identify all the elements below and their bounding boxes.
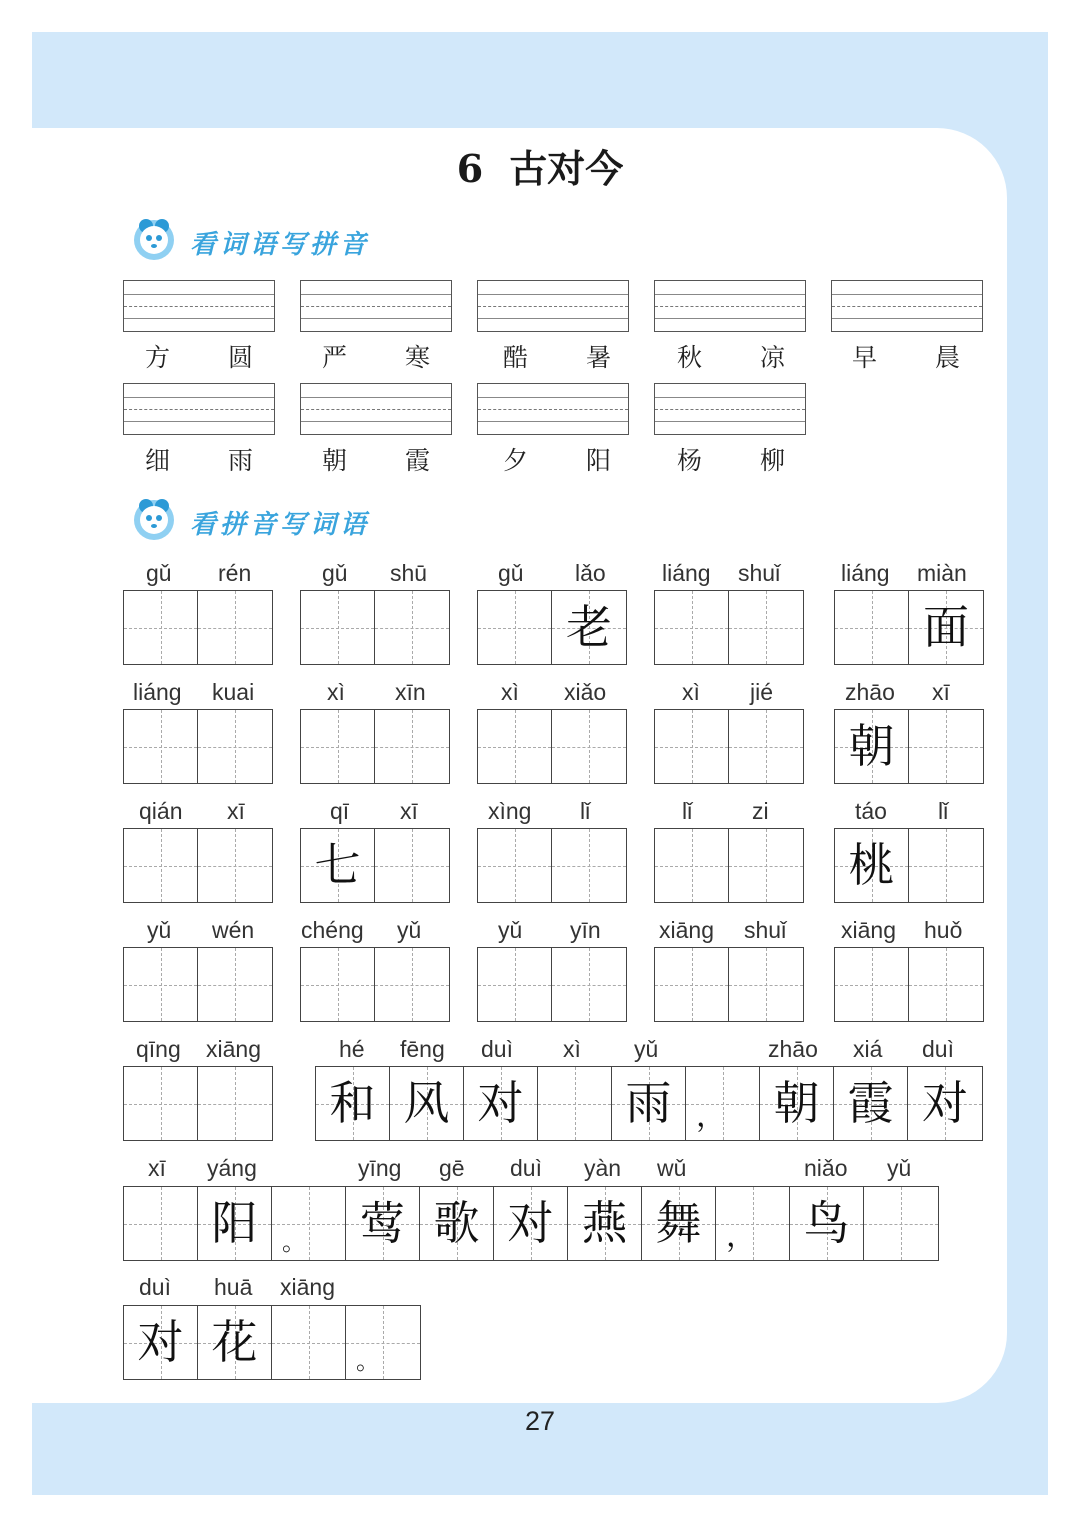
tianzige-cell[interactable] <box>552 829 626 902</box>
tianzige-cell[interactable] <box>198 1306 272 1379</box>
cell-char <box>835 948 908 1021</box>
cell-char: 舞 <box>655 1196 702 1250</box>
cell-char: 桃 <box>848 838 895 892</box>
cell-char <box>198 948 272 1021</box>
pinyin-label: xīn <box>395 679 426 705</box>
cell-char <box>124 829 197 902</box>
pinyin-writing-box[interactable] <box>123 280 275 332</box>
cell-char <box>909 948 983 1021</box>
tianzige-word-box[interactable] <box>834 590 984 665</box>
tianzige-word-box[interactable] <box>477 590 627 665</box>
pinyin-label: yǔ <box>498 917 523 943</box>
word-char: 雨 <box>228 446 254 475</box>
pinyin-label: hé <box>339 1036 365 1062</box>
pinyin-label: lǐ <box>938 798 949 824</box>
cell-char <box>375 829 449 902</box>
cell-char <box>198 829 272 902</box>
tianzige-cell[interactable] <box>864 1187 938 1260</box>
tianzige-word-box[interactable] <box>834 709 984 784</box>
tianzige-cell[interactable] <box>655 948 729 1021</box>
tianzige-cell[interactable] <box>494 1187 568 1260</box>
section-title-2: 看拼音写词语 <box>190 510 371 540</box>
tianzige-cell[interactable] <box>686 1067 760 1140</box>
tianzige-word-box[interactable] <box>477 709 627 784</box>
cell-char <box>124 591 197 664</box>
pinyin-label: huǒ <box>924 917 963 943</box>
pinyin-label: xì <box>682 679 700 705</box>
tianzige-cell[interactable] <box>124 591 198 664</box>
tianzige-cell[interactable] <box>835 948 909 1021</box>
cell-char: 对 <box>477 1076 524 1130</box>
tianzige-cell[interactable] <box>301 948 375 1021</box>
pinyin-label: kuai <box>212 679 255 705</box>
word-char: 方 <box>145 343 171 372</box>
tianzige-cell[interactable] <box>834 1067 908 1140</box>
tianzige-cell[interactable] <box>655 591 729 664</box>
cell-char: 霞 <box>847 1076 894 1130</box>
pinyin-label: xiāng <box>841 917 896 943</box>
pinyin-label: xiāng <box>280 1274 335 1300</box>
cell-char: 对 <box>922 1076 968 1130</box>
pinyin-label: lǎo <box>575 560 606 586</box>
cell-char <box>478 710 551 783</box>
word-char: 霞 <box>405 446 431 475</box>
tianzige-word-box[interactable] <box>300 709 450 784</box>
cell-char <box>909 829 983 902</box>
word-char: 细 <box>145 446 171 475</box>
tianzige-cell[interactable] <box>729 591 803 664</box>
pinyin-label: rén <box>218 560 252 586</box>
tianzige-cell[interactable] <box>612 1067 686 1140</box>
tianzige-cell[interactable] <box>909 591 983 664</box>
cell-char <box>478 591 551 664</box>
pinyin-label: miàn <box>917 560 967 586</box>
pinyin-label: liáng <box>841 560 890 586</box>
pinyin-label: xiāng <box>659 917 714 943</box>
pinyin-label: shū <box>390 560 428 586</box>
tianzige-cell[interactable] <box>375 591 449 664</box>
tianzige-word-box[interactable] <box>654 828 804 903</box>
tianzige-cell[interactable] <box>124 1187 198 1260</box>
word-char: 酷 <box>503 343 529 372</box>
tianzige-cell[interactable] <box>198 591 272 664</box>
tianzige-word-box[interactable] <box>300 947 450 1022</box>
cell-char <box>198 591 272 664</box>
comma-mark: ， <box>726 1219 756 1254</box>
tianzige-cell[interactable] <box>198 829 272 902</box>
cell-char: 对 <box>507 1196 554 1250</box>
word-char: 杨 <box>677 446 703 475</box>
tianzige-cell[interactable] <box>760 1067 834 1140</box>
pinyin-label: yīng <box>358 1155 402 1181</box>
pinyin-label: gǔ <box>322 560 348 586</box>
tianzige-cell[interactable] <box>835 710 909 783</box>
cell-char <box>909 710 983 783</box>
lesson-number: 6 <box>456 146 484 191</box>
tianzige-word-box[interactable] <box>123 1066 273 1141</box>
cell-char <box>124 1187 197 1260</box>
cell-char <box>478 829 551 902</box>
pinyin-label: lǐ <box>580 798 591 824</box>
pinyin-label: zi <box>752 798 769 824</box>
tianzige-word-box[interactable] <box>123 828 273 903</box>
pinyin-label: chéng <box>301 917 364 943</box>
tianzige-cell[interactable] <box>346 1187 420 1260</box>
cell-char: 朝 <box>773 1076 820 1130</box>
tianzige-cell[interactable] <box>729 948 803 1021</box>
tianzige-cell[interactable] <box>552 710 626 783</box>
cell-char: 阳 <box>211 1196 258 1250</box>
pinyin-label: xiǎo <box>564 679 607 705</box>
section-header-1 <box>126 210 426 270</box>
tianzige-cell[interactable] <box>301 591 375 664</box>
tianzige-cell[interactable] <box>729 710 803 783</box>
tianzige-cell[interactable] <box>478 948 552 1021</box>
tianzige-word-box[interactable] <box>123 590 273 665</box>
pinyin-label: wén <box>212 917 255 943</box>
pinyin-label: gǔ <box>146 560 172 586</box>
tianzige-cell[interactable] <box>198 948 272 1021</box>
cell-char <box>198 1067 272 1140</box>
tianzige-cell[interactable] <box>642 1187 716 1260</box>
cell-char <box>538 1067 611 1140</box>
tianzige-cell[interactable] <box>478 591 552 664</box>
tianzige-cell[interactable] <box>316 1067 390 1140</box>
tianzige-cell[interactable] <box>124 829 198 902</box>
panda-icon <box>126 210 182 266</box>
word-char: 秋 <box>677 343 703 372</box>
word-char: 暑 <box>586 343 612 372</box>
cell-char: 歌 <box>433 1196 480 1250</box>
cell-char <box>729 829 803 902</box>
pinyin-label: gē <box>439 1155 465 1181</box>
pinyin-label: gǔ <box>498 560 524 586</box>
tianzige-cell[interactable] <box>568 1187 642 1260</box>
tianzige-cell[interactable] <box>272 1187 346 1260</box>
cell-char <box>729 591 803 664</box>
pinyin-label: qī <box>330 798 350 824</box>
pinyin-label: jié <box>750 679 774 705</box>
pinyin-label: liáng <box>662 560 711 586</box>
cell-char <box>835 591 908 664</box>
cell-char <box>375 591 449 664</box>
tianzige-cell[interactable] <box>301 829 375 902</box>
pinyin-label: zhāo <box>768 1036 818 1062</box>
pinyin-label: xī <box>148 1155 166 1181</box>
tianzige-word-box[interactable] <box>654 947 804 1022</box>
tianzige-cell[interactable] <box>552 948 626 1021</box>
cell-char <box>272 1306 345 1379</box>
tianzige-cell[interactable] <box>375 710 449 783</box>
page-number: 27 <box>524 1406 556 1436</box>
pinyin-label: xì <box>501 679 519 705</box>
cell-char: 花 <box>211 1315 258 1369</box>
cell-char <box>375 710 449 783</box>
tianzige-cell[interactable] <box>464 1067 538 1140</box>
cell-char: 面 <box>923 600 969 654</box>
lesson-title <box>0 138 1080 193</box>
pinyin-writing-box[interactable] <box>831 280 983 332</box>
tianzige-word-box[interactable] <box>654 709 804 784</box>
tianzige-cell[interactable] <box>716 1187 790 1260</box>
tianzige-cell[interactable] <box>301 710 375 783</box>
lesson-name: 古对今 <box>509 146 624 191</box>
tianzige-cell[interactable] <box>198 1067 272 1140</box>
cell-char: 和 <box>329 1076 376 1130</box>
pinyin-label: huā <box>214 1274 253 1300</box>
pinyin-writing-box[interactable] <box>654 383 806 435</box>
pinyin-label: xì <box>563 1036 581 1062</box>
word-char: 早 <box>852 343 878 372</box>
pinyin-label: yǔ <box>634 1036 659 1062</box>
pinyin-label: zhāo <box>845 679 895 705</box>
cell-char: 七 <box>314 838 361 892</box>
tianzige-cell[interactable] <box>790 1187 864 1260</box>
sentence-grid-2[interactable] <box>123 1186 939 1261</box>
cell-char <box>655 710 728 783</box>
pinyin-writing-box[interactable] <box>300 383 452 435</box>
tianzige-word-box[interactable] <box>834 947 984 1022</box>
tianzige-cell[interactable] <box>538 1067 612 1140</box>
pinyin-writing-box[interactable] <box>477 280 629 332</box>
tianzige-cell[interactable] <box>375 948 449 1021</box>
pinyin-label: qīng <box>136 1036 181 1062</box>
pinyin-label: xī <box>932 679 950 705</box>
cell-char <box>301 710 374 783</box>
cell-char: 雨 <box>625 1076 672 1130</box>
panda-icon <box>126 490 182 546</box>
cell-char: 风 <box>403 1076 450 1130</box>
pinyin-label: liáng <box>133 679 182 705</box>
tianzige-cell[interactable] <box>552 591 626 664</box>
pinyin-label: yǔ <box>147 917 172 943</box>
comma-mark: ， <box>696 1099 726 1134</box>
pinyin-label: duì <box>481 1036 513 1062</box>
word-char: 朝 <box>322 446 348 475</box>
cell-char <box>552 948 626 1021</box>
cell-char: 对 <box>137 1315 184 1369</box>
tianzige-cell[interactable] <box>272 1306 346 1379</box>
cell-char: 莺 <box>359 1196 406 1250</box>
pinyin-label: shuǐ <box>744 917 787 943</box>
pinyin-writing-box[interactable] <box>477 383 629 435</box>
cell-char <box>301 948 374 1021</box>
cell-char: 鸟 <box>803 1196 850 1250</box>
cell-char <box>552 829 626 902</box>
pinyin-label: yáng <box>207 1155 257 1181</box>
word-char: 夕 <box>503 446 529 475</box>
tianzige-word-box[interactable] <box>300 590 450 665</box>
cell-char <box>198 710 272 783</box>
tianzige-cell[interactable] <box>390 1067 464 1140</box>
pinyin-label: shuǐ <box>738 560 781 586</box>
cell-char <box>729 710 803 783</box>
tianzige-word-box[interactable] <box>123 947 273 1022</box>
tianzige-word-box[interactable] <box>834 828 984 903</box>
cell-char <box>864 1187 938 1260</box>
tianzige-word-box[interactable] <box>300 828 450 903</box>
pinyin-label: yīn <box>570 917 601 943</box>
pinyin-label: yǔ <box>397 917 422 943</box>
word-char: 严 <box>322 343 348 372</box>
pinyin-label: xìng <box>488 798 532 824</box>
pinyin-label: xì <box>327 679 345 705</box>
pinyin-label: duì <box>510 1155 542 1181</box>
tianzige-cell[interactable] <box>124 1067 198 1140</box>
pinyin-label: wǔ <box>657 1155 687 1181</box>
tianzige-cell[interactable] <box>909 829 983 902</box>
tianzige-cell[interactable] <box>198 1187 272 1260</box>
cell-char <box>552 710 626 783</box>
tianzige-word-box[interactable] <box>654 590 804 665</box>
cell-char <box>655 948 728 1021</box>
cell-char: 朝 <box>848 719 895 773</box>
pinyin-writing-box[interactable] <box>123 383 275 435</box>
tianzige-cell[interactable] <box>420 1187 494 1260</box>
word-char: 寒 <box>405 343 431 372</box>
pinyin-label: duì <box>922 1036 954 1062</box>
tianzige-cell[interactable] <box>124 1306 198 1379</box>
period-mark: 。 <box>356 1347 380 1375</box>
pinyin-label: yǔ <box>887 1155 912 1181</box>
cell-char <box>655 591 728 664</box>
section-header-2 <box>126 490 426 550</box>
tianzige-word-box[interactable] <box>477 947 627 1022</box>
cell-char: 老 <box>566 600 612 654</box>
tianzige-cell[interactable] <box>198 710 272 783</box>
cell-char <box>375 948 449 1021</box>
pinyin-label: xiá <box>853 1036 883 1062</box>
pinyin-label: xiāng <box>206 1036 261 1062</box>
cell-char <box>655 829 728 902</box>
pinyin-label: qián <box>139 798 183 824</box>
sentence-grid-1[interactable] <box>315 1066 983 1141</box>
tianzige-word-box[interactable] <box>477 828 627 903</box>
tianzige-cell[interactable] <box>655 829 729 902</box>
tianzige-cell[interactable] <box>655 710 729 783</box>
cell-char <box>729 948 803 1021</box>
sentence-grid-3[interactable] <box>123 1305 421 1380</box>
pinyin-label: yàn <box>584 1155 622 1181</box>
tianzige-cell[interactable] <box>835 591 909 664</box>
pinyin-label: fēng <box>400 1036 445 1062</box>
pinyin-writing-box[interactable] <box>300 280 452 332</box>
tianzige-cell[interactable] <box>909 948 983 1021</box>
tianzige-cell[interactable] <box>478 710 552 783</box>
cell-char <box>124 1067 197 1140</box>
cell-char <box>124 948 197 1021</box>
pinyin-writing-box[interactable] <box>654 280 806 332</box>
tianzige-word-box[interactable] <box>123 709 273 784</box>
word-char: 凉 <box>760 343 786 372</box>
pinyin-label: xī <box>227 798 245 824</box>
pinyin-label: táo <box>855 798 887 824</box>
period-mark: 。 <box>282 1228 306 1256</box>
tianzige-cell[interactable] <box>908 1067 982 1140</box>
pinyin-label: duì <box>139 1274 171 1300</box>
word-char: 晨 <box>935 343 961 372</box>
tianzige-cell[interactable] <box>375 829 449 902</box>
tianzige-cell[interactable] <box>346 1306 420 1379</box>
pinyin-label: niǎo <box>804 1155 848 1181</box>
word-char: 阳 <box>586 446 612 475</box>
tianzige-cell[interactable] <box>729 829 803 902</box>
section-title-1: 看词语写拼音 <box>190 230 371 260</box>
pinyin-label: xī <box>400 798 418 824</box>
cell-char <box>478 948 551 1021</box>
tianzige-cell[interactable] <box>835 829 909 902</box>
word-char: 柳 <box>760 446 786 475</box>
tianzige-cell[interactable] <box>124 948 198 1021</box>
pinyin-label: lǐ <box>682 798 693 824</box>
cell-char <box>124 710 197 783</box>
tianzige-cell[interactable] <box>478 829 552 902</box>
tianzige-cell[interactable] <box>909 710 983 783</box>
cell-char <box>301 591 374 664</box>
tianzige-cell[interactable] <box>124 710 198 783</box>
word-char: 圆 <box>228 343 254 372</box>
cell-char: 燕 <box>581 1196 628 1250</box>
